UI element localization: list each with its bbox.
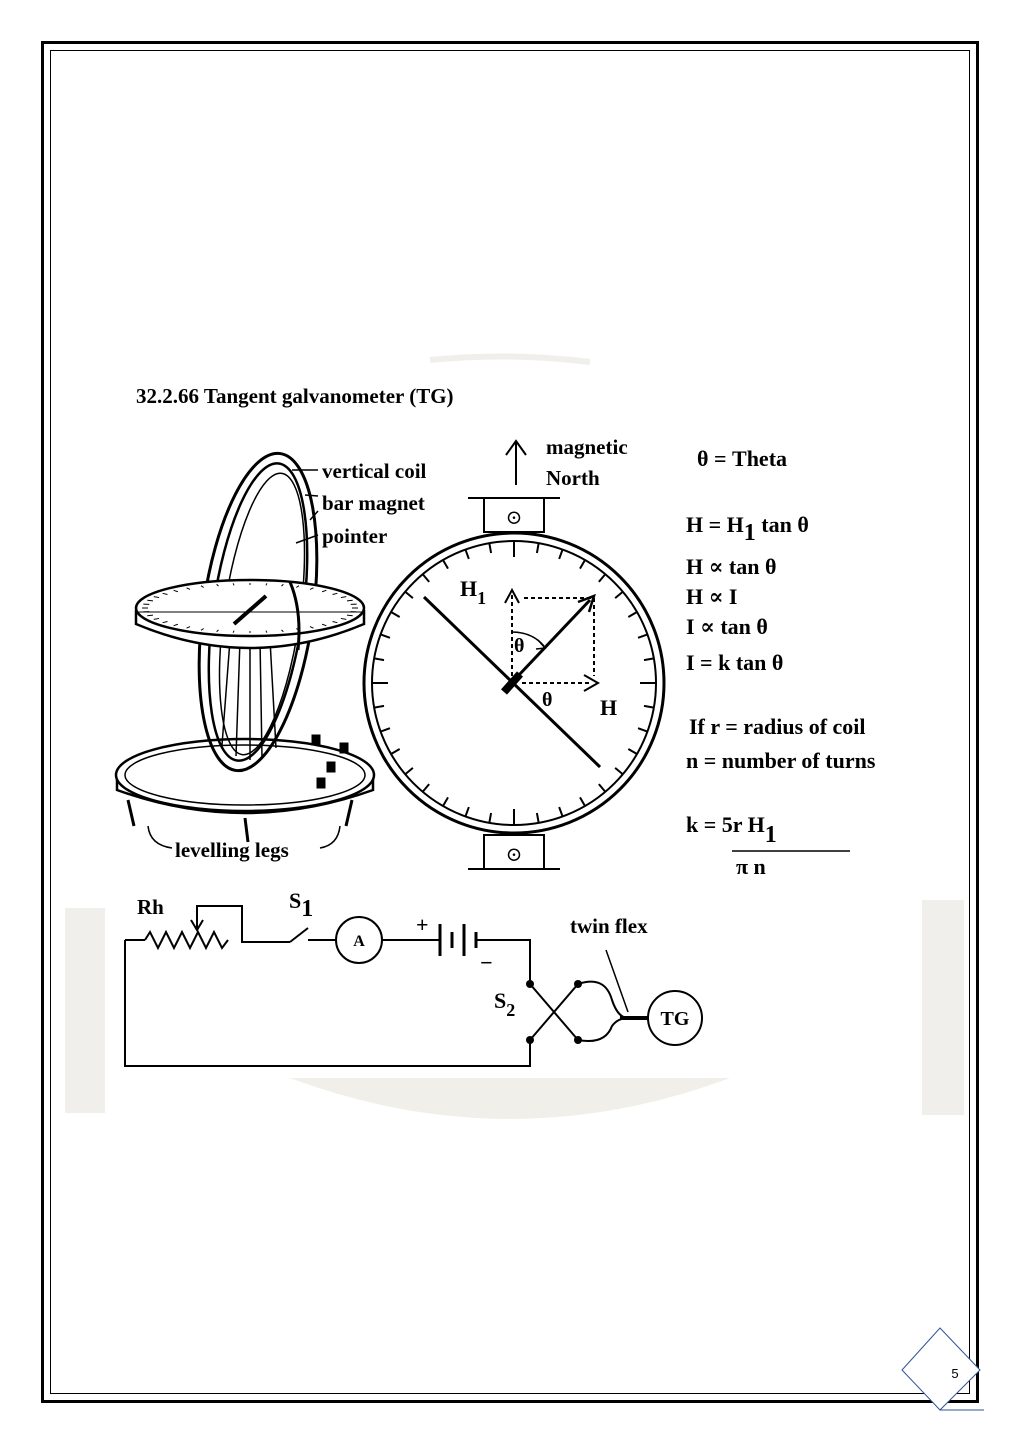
compass-tick: [391, 612, 400, 617]
s2-contact-2: [526, 1036, 534, 1044]
label-battery-minus: −: [480, 950, 493, 975]
label-switch-s1: S1: [289, 888, 314, 922]
eq-4: I ∝ tan θ: [686, 614, 768, 639]
compass-h-label: H: [600, 695, 618, 720]
page-number-diamond: [902, 1328, 980, 1410]
eq-radius-definition: If r = radius of coil: [689, 714, 866, 739]
compass-tick: [423, 784, 429, 792]
label-twin-flex: twin flex: [570, 914, 648, 938]
twin-flex-wire-upper: [578, 982, 628, 1018]
terminal-3: [327, 762, 335, 772]
rheostat-zigzag: [145, 932, 228, 948]
s2-contact-3: [574, 980, 582, 988]
eq-1: H = H1 tan θ: [686, 512, 809, 546]
eq-k-denominator: π n: [736, 854, 766, 879]
s2-contact-1: [526, 980, 534, 988]
compass-tick: [381, 634, 390, 637]
compass-theta-lower: θ: [542, 689, 553, 711]
twin-flex-leader: [606, 950, 628, 1012]
compass-tick: [465, 807, 468, 816]
compass-tick: [644, 658, 654, 660]
compass-tick: [644, 706, 654, 708]
eq-theta-definition: θ = Theta: [697, 446, 788, 471]
label-magnetic: magnetic: [546, 435, 628, 459]
compass-tick: [489, 543, 491, 553]
compass-tick: [580, 560, 585, 569]
equations-panel: [686, 446, 876, 879]
compass-tick: [374, 658, 384, 660]
eq-2: H ∝ tan θ: [686, 554, 777, 579]
bottom-terminal-icon: ⊙: [505, 844, 523, 866]
compass-tick: [615, 592, 623, 598]
label-ammeter: A: [353, 933, 365, 950]
compass-tick: [599, 574, 605, 582]
compass-tick: [638, 634, 647, 637]
compass-tick: [580, 797, 585, 806]
label-pointer: pointer: [322, 524, 388, 548]
compass-theta-upper: θ: [514, 635, 525, 657]
compass-tick: [628, 749, 637, 754]
eq-k-numerator: k = 5r H1: [686, 812, 777, 848]
eq-3: H ∝ I: [686, 584, 738, 609]
twin-flex-wire-lower: [578, 1018, 628, 1041]
compass-tick: [615, 768, 623, 774]
figure-heading: 32.2.66 Tangent galvanometer (TG): [136, 384, 454, 408]
switch-s1-blade: [290, 928, 308, 942]
dial-tick: [147, 615, 153, 616]
compass-tick: [465, 550, 468, 559]
label-north: North: [546, 466, 600, 490]
dial-tick: [347, 600, 353, 601]
compass-tick: [381, 728, 390, 731]
top-terminal-icon: ⊙: [505, 507, 523, 529]
eq-5: I = k tan θ: [686, 650, 784, 675]
reversing-switch-crossover: [530, 984, 578, 1040]
compass-tick: [537, 813, 539, 823]
compass-tick: [599, 784, 605, 792]
s2-contact-4: [574, 1036, 582, 1044]
compass-tick: [391, 749, 400, 754]
compass-tick: [423, 574, 429, 582]
compass-tick: [374, 706, 384, 708]
compass-tick: [405, 768, 413, 774]
terminal-4: [317, 778, 325, 788]
label-bar-magnet: bar magnet: [322, 491, 425, 515]
label-levelling-legs: levelling legs: [175, 838, 289, 862]
compass-tick: [489, 813, 491, 823]
compass-tick: [628, 612, 637, 617]
label-battery-plus: +: [416, 912, 429, 937]
page-number: 5: [951, 1366, 959, 1381]
compass-tick: [443, 797, 448, 806]
circuit-bottom-wire: [125, 940, 530, 1066]
label-vertical-coil: vertical coil: [322, 459, 427, 483]
compass-tick: [405, 592, 413, 598]
resultant-vector: [518, 600, 590, 676]
label-switch-s2: $S_2$: [494, 988, 516, 1020]
compass-tick: [559, 550, 562, 559]
label-rheostat: Rh: [137, 895, 164, 919]
dial-tick: [347, 615, 353, 616]
eq-turns-definition: n = number of turns: [686, 748, 876, 773]
battery-cells: [440, 924, 476, 956]
compass-tick: [537, 543, 539, 553]
base-top: [116, 739, 374, 811]
label-tg: TG: [660, 1008, 690, 1030]
compass-tick: [443, 560, 448, 569]
compass-tick: [559, 807, 562, 816]
terminal-2: [340, 743, 348, 753]
compass-h1-label: $H_1$: [460, 576, 487, 608]
dial-tick: [147, 600, 153, 601]
terminal-1: [312, 735, 320, 745]
compass-tick: [638, 728, 647, 731]
